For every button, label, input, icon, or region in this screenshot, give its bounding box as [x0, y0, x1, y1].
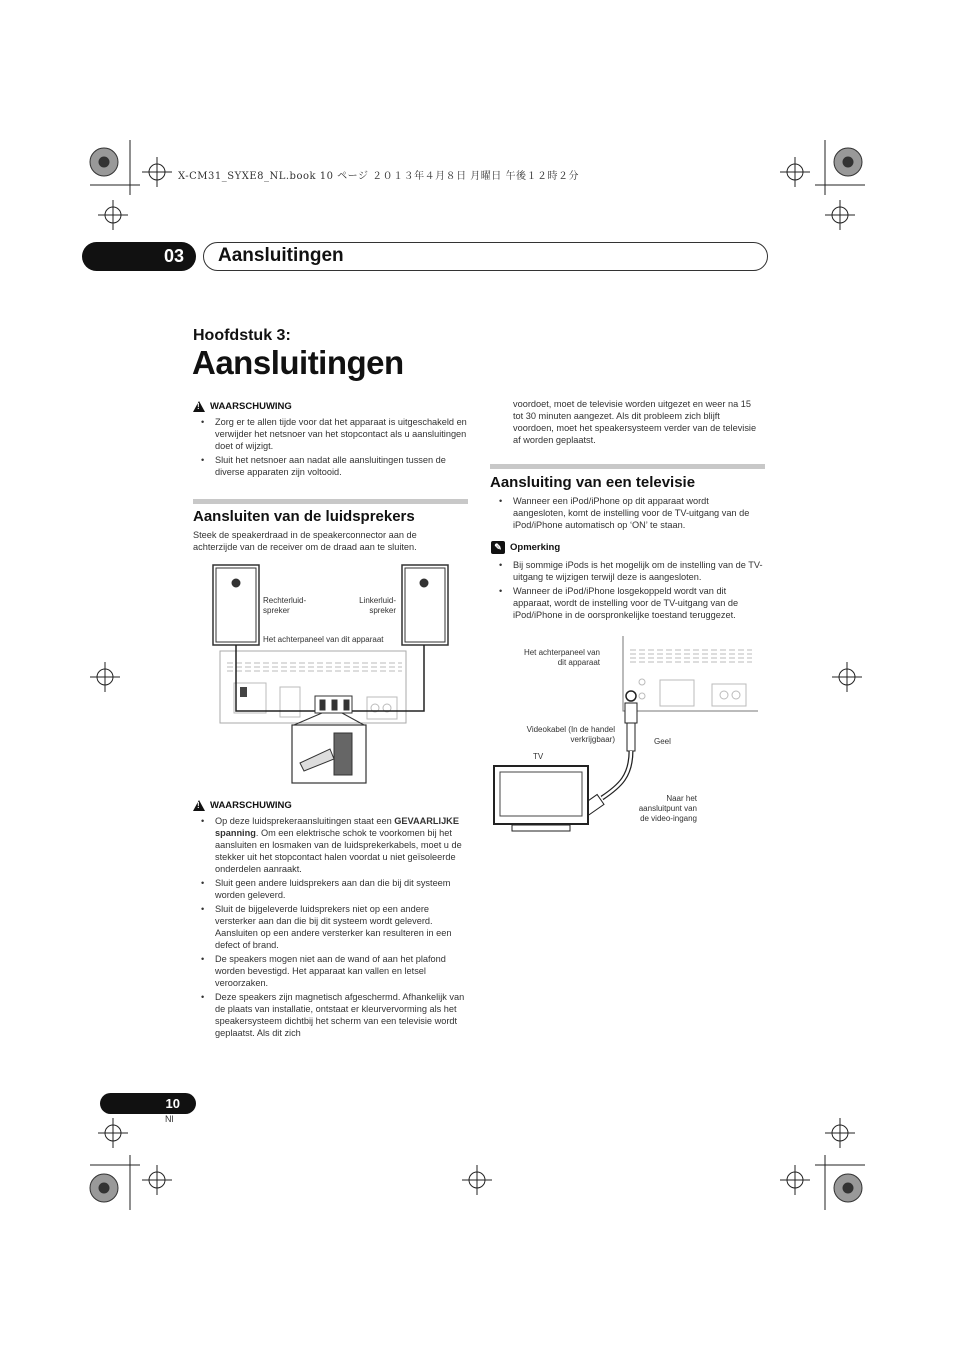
- warning-block-2: [193, 800, 469, 1041]
- list-item: • Deze speakers zijn magnetisch afgeschermd. Afhankelijk van de plaats van installatie, ontstaat er kleurvervorming als het speakersysteem dichtbij het scherm van een televisie wordt geplaatst. Als dit zich: [193, 991, 469, 1039]
- list-item: • Sluit geen andere luidsprekers aan dan die bij dit systeem worden geleverd.: [193, 877, 469, 901]
- print-header: X-CM31_SYXE8_NL.book 10 ページ ２０１３年４月８日 月曜日 午後１２時２分: [178, 171, 579, 182]
- warning-icon: [193, 800, 205, 811]
- video-input-label: Naar het aansluitpunt van de video-ingang: [638, 794, 697, 823]
- warning-block-1: [193, 401, 469, 480]
- pencil-icon: ✎: [491, 541, 505, 554]
- tv-list: [491, 495, 763, 533]
- note-block: [491, 541, 763, 623]
- continuation-text: voordoet, moet de televisie worden uitgezet en weer na 15 tot 30 minuten aangezet. Als dit probleem zich blijft voordoen, moet het speakersysteem verder van de televisie af worden geplaatst.: [513, 399, 757, 445]
- note-list: [491, 559, 763, 621]
- page-language: Nl: [165, 1114, 174, 1124]
- speakers-intro: Steek de speakerdraad in de speakerconnector aan de achterzijde van de receiver om de draad aan te sluiten.: [193, 530, 417, 552]
- right-speaker-label: Rechterluid- spreker: [263, 596, 307, 615]
- list-item: • Bij sommige iPods is het mogelijk om de instelling van de TV-uitgang te wijzigen terwijl deze is aangesloten.: [491, 559, 763, 583]
- section-rule: [193, 499, 468, 504]
- section-rule: [490, 464, 765, 469]
- list-item: • Sluit de bijgeleverde luidsprekers niet op een andere versterker aan dan die bij dit systeem wordt geleverd. Aansluiten op een andere versterker kan resulteren in een defect of brand.: [193, 903, 469, 951]
- back-panel-label: Het achterpaneel van dit apparaat: [263, 635, 384, 644]
- chapter-number: 03: [82, 242, 196, 271]
- list-item: • Sluit het netsnoer aan nadat alle aansluitingen tussen de diverse apparaten zijn voltooid.: [193, 454, 469, 478]
- page-number: 10: [100, 1093, 196, 1114]
- section-title-speakers: Aansluiten van de luidsprekers: [193, 508, 415, 525]
- list-item: • Wanneer de iPod/iPhone losgekoppeld wordt van dit apparaat, wordt de instelling voor de TV-uitgang van de iPod/iPhone in de oorspronkelijke toestand teruggezet.: [491, 585, 763, 621]
- note-title: ✎ Opmerking: [491, 541, 763, 554]
- list-item: • Wanneer een iPod/iPhone op dit apparaat wordt aangesloten, komt de instelling voor de TV-uitgang van de iPod/iPhone automatisch op ‘ON’ te staan.: [491, 495, 763, 531]
- list-item: • Zorg er te allen tijde voor dat het apparaat is uitgeschakeld en verwijder het netsnoer van het stopcontact als u aansluitingen doet of wijzigt.: [193, 416, 469, 452]
- section-title-tv: Aansluiting van een televisie: [490, 474, 696, 491]
- chapter-title: Aansluitingen: [218, 245, 344, 266]
- chapter-kicker: Hoofdstuk 3:: [193, 327, 291, 344]
- warning-title: ! WAARSCHUWING: [193, 401, 469, 412]
- list-item: • Op deze luidsprekeraansluitingen staat een GEVAARLIJKE spanning. Om een elektrische schok te voorkomen bij het aansluiten en losmaken van de luidsprekerkabels, moet u de stekker uit het stopcontact halen voordat u niet geïsoleerde onderdelen aanraakt.: [193, 815, 469, 875]
- speaker-connection-diagram: [212, 563, 452, 785]
- video-cable-label: Videokabel (In de handel verkrijgbaar): [526, 725, 615, 744]
- tv-label: TV: [533, 752, 544, 761]
- warning-list: [193, 416, 469, 478]
- left-speaker-label: Linkerluid- spreker: [359, 596, 396, 615]
- page-title: Aansluitingen: [192, 344, 404, 381]
- warning-title: ! WAARSCHUWING: [193, 800, 469, 811]
- yellow-label: Geel: [654, 737, 671, 746]
- list-item: • De speakers mogen niet aan de wand of aan het plafond worden bevestigd. Het apparaat kan vallen en letsel veroorzaken.: [193, 953, 469, 989]
- warning-list: [193, 815, 469, 1039]
- warning-icon: [193, 401, 205, 412]
- tv-back-panel-label: Het achterpaneel van dit apparaat: [523, 648, 600, 667]
